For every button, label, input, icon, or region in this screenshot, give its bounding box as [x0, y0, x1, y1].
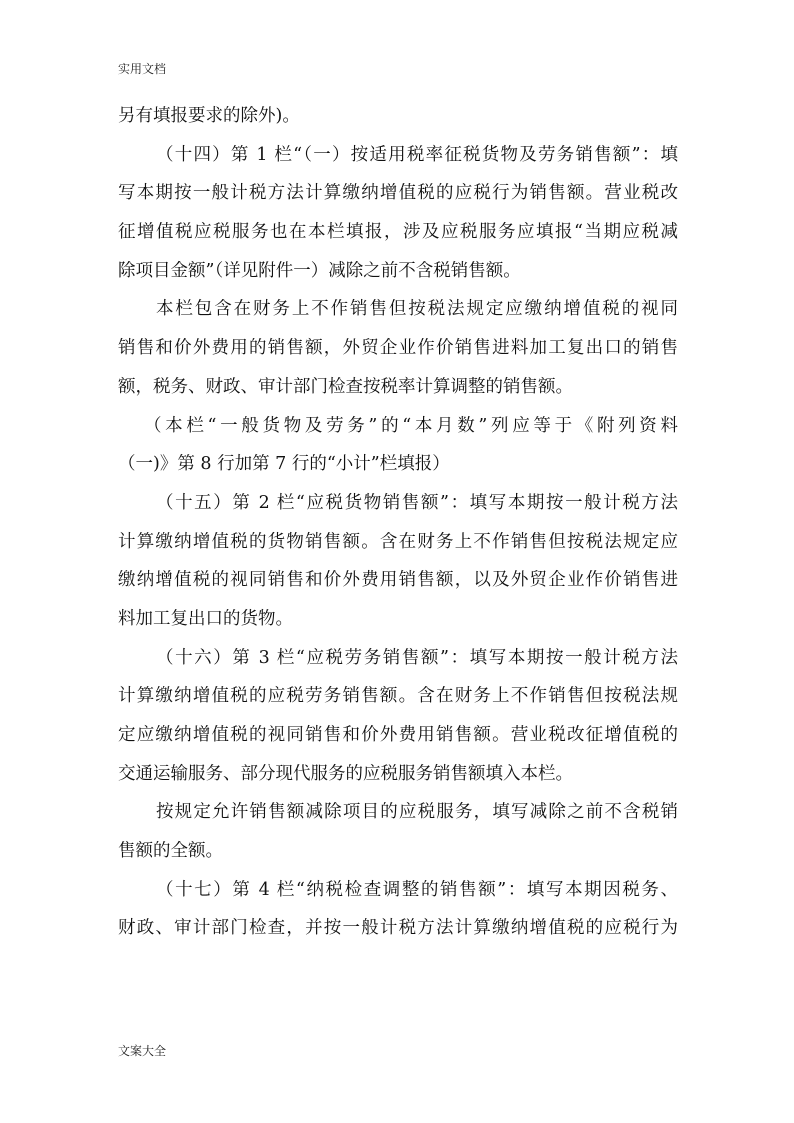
text-line: 财政、审计部门检查，并按一般计税方法计算缴纳增值税的应税行为: [118, 918, 678, 939]
text-line: （十四）第 1 栏“（一）按适用税率征税货物及劳务销售额”：填: [156, 144, 678, 165]
paragraph: [118, 136, 678, 291]
paragraph: [118, 484, 678, 639]
text-line: 缴纳增值税的视同销售和价外费用销售额，以及外贸企业作价销售进: [118, 570, 678, 591]
text-line: （十五）第 2 栏“应税货物销售额”：填写本期按一般计税方法: [156, 492, 678, 513]
text-line: 计算缴纳增值税的货物销售额。含在财务上不作销售但按税法规定应: [118, 531, 678, 552]
text-line: 按规定允许销售额减除项目的应税服务，填写减除之前不含税销: [156, 802, 678, 823]
text-line: 写本期按一般计税方法计算缴纳增值税的应税行为销售额。营业税改: [118, 183, 678, 204]
text-line: 定应缴纳增值税的视同销售和价外费用销售额。营业税改征增值税的: [118, 725, 678, 745]
text-line: 交通运输服务、部分现代服务的应税服务销售额填入本栏。: [118, 763, 573, 784]
paragraph: [118, 407, 678, 484]
page-header: 实用文档: [118, 62, 167, 76]
text-line: 本栏包含在财务上不作销售但按税法规定应缴纳增值税的视同: [156, 299, 678, 320]
text-line: 售额的全额。: [118, 841, 223, 862]
paragraph: [118, 290, 678, 406]
text-line: （本栏“一般货物及劳务”的“本月数”列应等于《附列资料: [144, 415, 678, 436]
text-line: 计算缴纳增值税的应税劳务销售额。含在财务上不作销售但按税法规: [118, 686, 678, 707]
paragraph: [118, 97, 678, 136]
text-line: 征增值税应税服务也在本栏填报，涉及应税服务应填报“当期应税减: [118, 222, 678, 243]
paragraph: [118, 639, 678, 794]
text-line: （一)》第 8 行加第 7 行的“小计”栏填报）: [118, 454, 450, 475]
paragraph: [118, 871, 678, 948]
text-line: 除项目金额”（详见附件一）减除之前不含税销售额。: [118, 260, 521, 281]
text-line: 额，税务、财政、审计部门检查按税率计算调整的销售额。: [118, 376, 573, 397]
text-line: 销售和价外费用的销售额，外贸企业作价销售进料加工复出口的销售: [118, 338, 678, 359]
paragraph: [118, 793, 678, 870]
text-line: （十六）第 3 栏“应税劳务销售额”：填写本期按一般计税方法: [156, 647, 678, 668]
page-footer: 文案大全: [118, 1044, 167, 1058]
text-line: （十七）第 4 栏“纳税检查调整的销售额”：填写本期因税务、: [156, 879, 678, 900]
document-body: [118, 97, 678, 948]
text-line: 另有填报要求的除外)。: [118, 106, 300, 126]
text-line: 料加工复出口的货物。: [118, 608, 293, 629]
